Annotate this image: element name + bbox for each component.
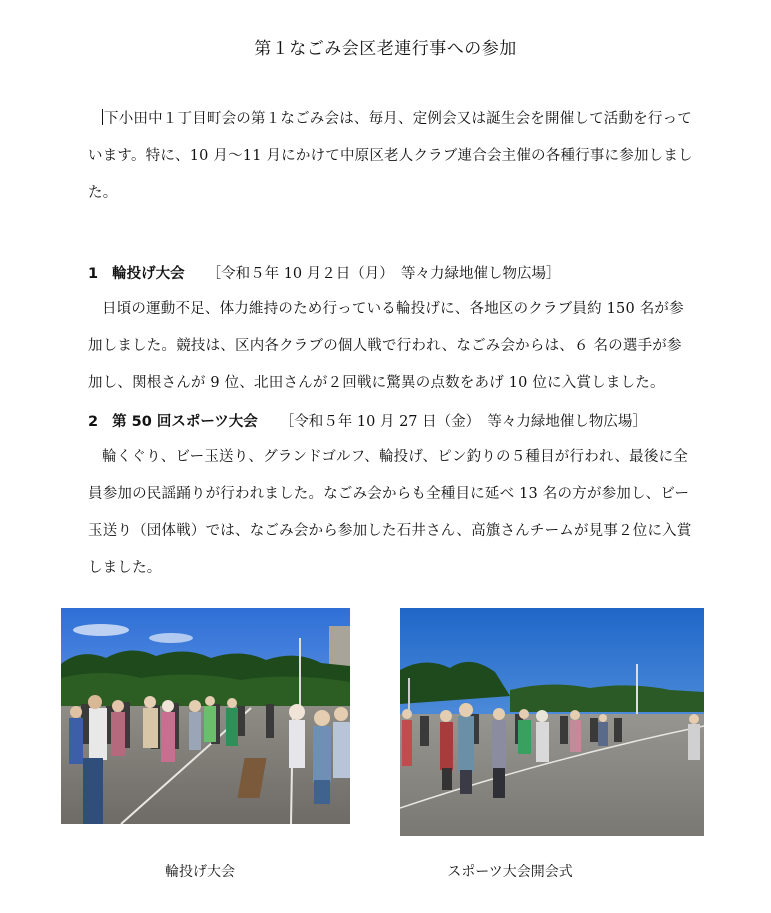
section-body-2: 輪くぐり、ビー玉送り、グランドゴルフ、輪投げ、ピン釣りの５種目が行われ、最後に全員参加の民謡踊りが行われました。なごみ会からも全種目に延べ 13 名の方が参加し、ビー玉送り（団体戦）では、なごみ会から参加した石井さん、高籏さんチームが見事２位に入賞しました。 (88, 449, 692, 576)
section-body-1: 日頃の運動不足、体力維持のため行っている輪投げに、各地区のクラブ員約 150 名が参加しました。競技は、区内各クラブの個人戦で行われ、なごみ会からは、６ 名の選手が参加し、関根さんが 9 位、北田さんが２回戦に驚異の点数をあげ 10 位に入賞しました。 (88, 301, 684, 391)
section-name: 第 50 回スポーツ大会 (112, 414, 258, 430)
ring-toss-photo (61, 608, 350, 824)
section-details: ［令和５年 10 月 27 日（金） 等々力緑地催し物広場］ (279, 414, 647, 430)
section-number: 2 (88, 414, 99, 430)
section-details: ［令和５年 10 月２日（月） 等々力緑地催し物広場］ (206, 266, 561, 282)
intro-text: 下小田中１丁目町会の第１なごみ会は、毎月、定例会又は誕生会を開催して活動を行っています。特に、10 月〜11 月にかけて中原区老人クラブ連合会主催の各種行事に参加しました。 (88, 111, 693, 201)
section-heading-2 (88, 410, 708, 431)
intro-paragraph (88, 101, 693, 212)
text-cursor (102, 109, 103, 125)
page-title: 第１なごみ会区老連行事への参加 (254, 39, 517, 59)
photo-caption-ring-toss: 輪投げ大会 (165, 864, 235, 880)
section-number: 1 (88, 266, 99, 282)
opening-ceremony-photo (400, 608, 704, 836)
photo-caption-opening-ceremony: スポーツ大会開会式 (447, 864, 573, 880)
section-name: 輪投げ大会 (112, 266, 185, 282)
section-heading-1 (88, 262, 708, 283)
